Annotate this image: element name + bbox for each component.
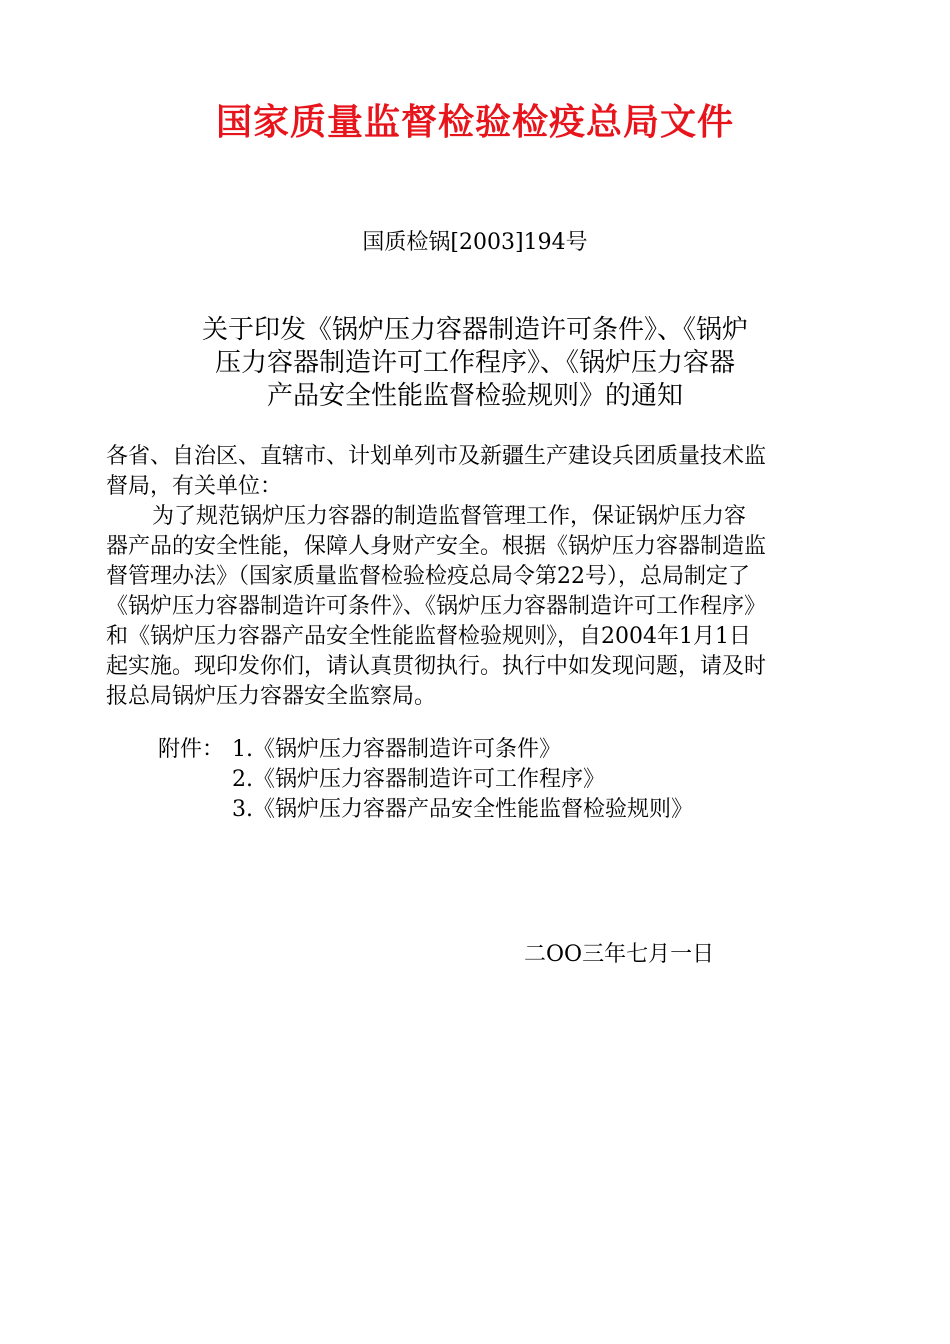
notice-title	[0, 314, 950, 413]
issue-date: 二OO三年七月一日	[524, 942, 715, 967]
recipient-line: 各省、自治区、直辖市、计划单列市及新疆生产建设兵团质量技术监	[106, 444, 767, 469]
attachments-label: 附件：	[158, 737, 225, 762]
paragraph-line: 器产品的安全性能，保障人身财产安全。根据《锅炉压力容器制造监	[106, 534, 767, 559]
paragraph-line: 《锅炉压力容器制造许可条件》、《锅炉压力容器制造许可工作程序》	[106, 594, 767, 619]
document-header-title: 国家质量监督检验检疫总局文件	[215, 102, 734, 143]
attachment-row	[158, 735, 561, 765]
notice-title-line: 关于印发《锅炉压力容器制造许可条件》、《锅炉	[201, 315, 748, 345]
paragraph-line: 起实施。现印发你们，请认真贯彻执行。执行中如发现问题，请及时	[106, 654, 767, 679]
attachment-item: 1.《锅炉压力容器制造许可条件》	[232, 737, 561, 762]
document-number: 国质检锅[2003]194号	[362, 230, 588, 255]
attachment-item: 2.《锅炉压力容器制造许可工作程序》	[232, 767, 605, 792]
notice-title-line: 产品安全性能监督检验规则》的通知	[266, 381, 683, 411]
recipient-line: 督局，有关单位：	[106, 474, 283, 499]
paragraph-line: 和《锅炉压力容器产品安全性能监督检验规则》，自2004年1月1日	[106, 624, 751, 649]
notice-title-line: 压力容器制造许可工作程序》、《锅炉压力容器	[214, 348, 735, 378]
notice-body	[106, 442, 846, 712]
attachment-item: 3.《锅炉压力容器产品安全性能监督检验规则》	[232, 797, 693, 822]
attachment-row	[158, 765, 605, 795]
paragraph-line: 督管理办法》（国家质量监督检验检疫总局令第22号），总局制定了	[106, 564, 750, 589]
paragraph-line: 报总局锅炉压力容器安全监察局。	[106, 684, 437, 709]
paragraph-line: 为了规范锅炉压力容器的制造监督管理工作，保证锅炉压力容	[152, 504, 747, 529]
attachments-list	[158, 735, 693, 825]
attachment-row	[158, 795, 693, 825]
